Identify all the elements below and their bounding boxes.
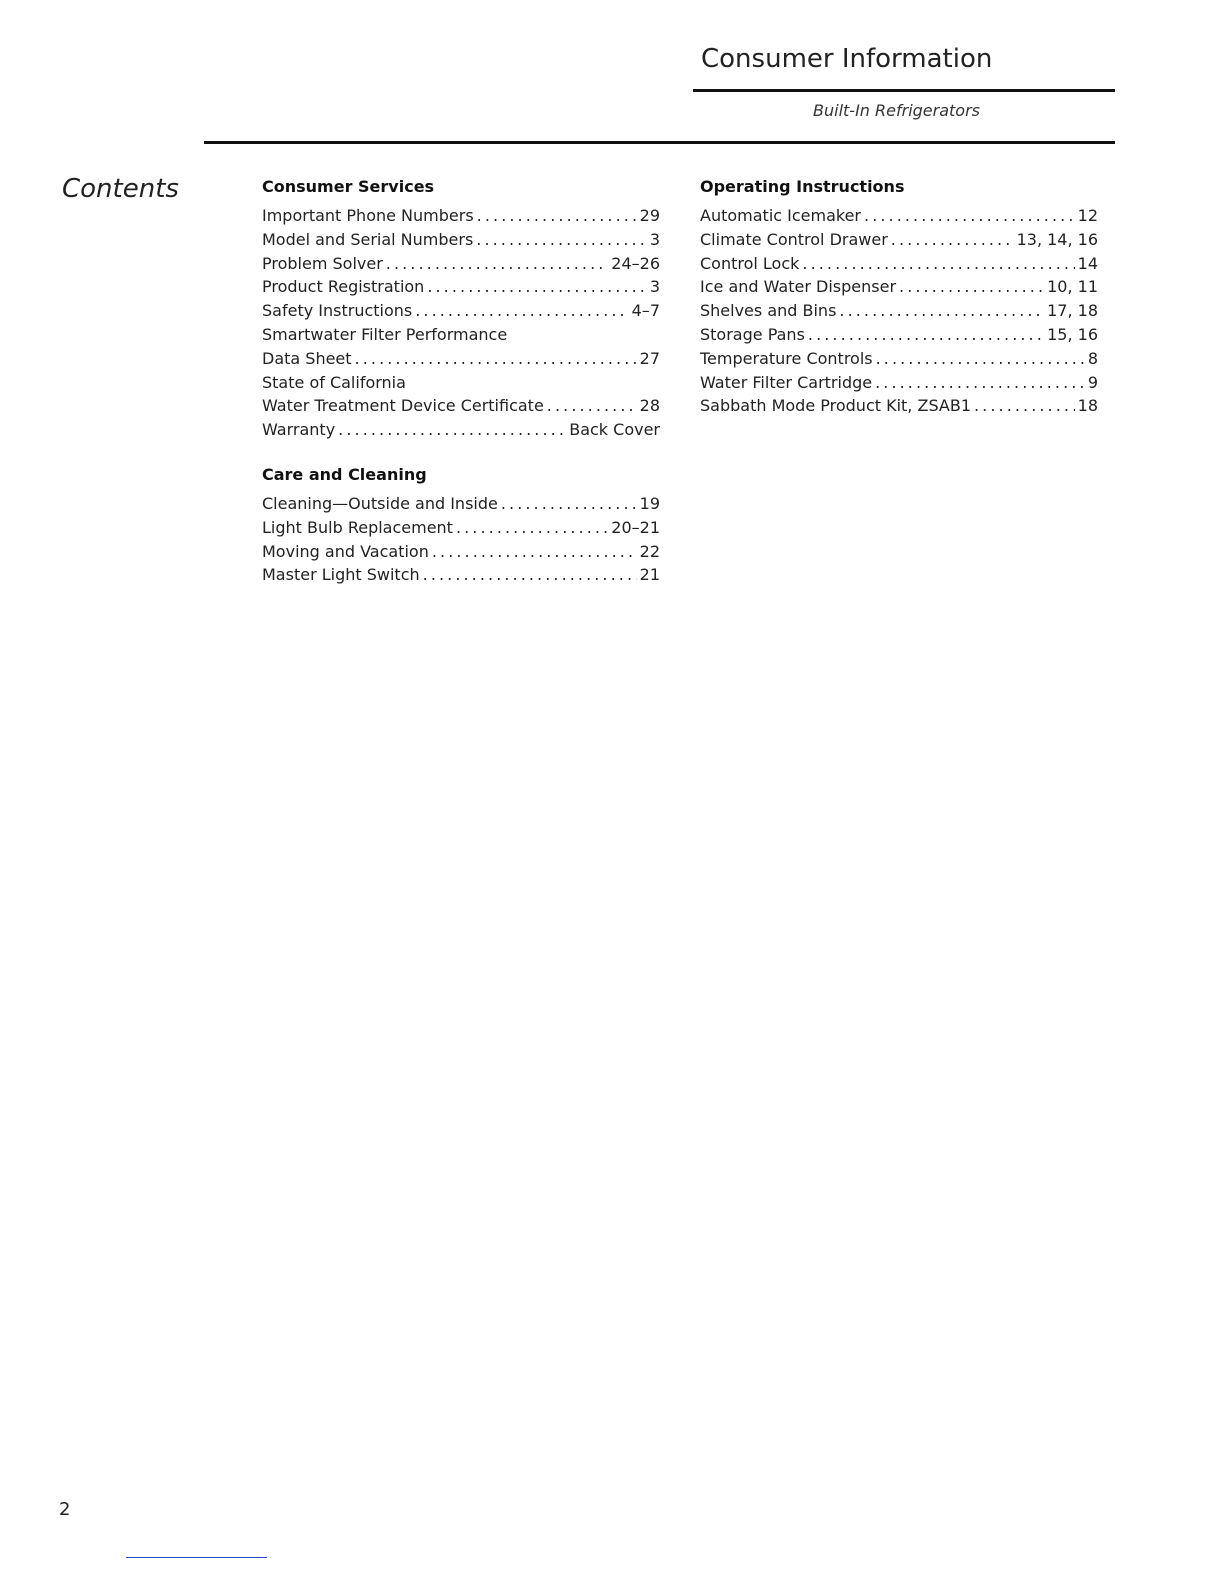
toc-entry-label: Storage Pans bbox=[700, 324, 805, 344]
toc-entry-page: 19 bbox=[639, 493, 660, 513]
header-divider bbox=[204, 141, 1115, 144]
toc-entry[interactable] bbox=[262, 540, 660, 564]
toc-entry[interactable] bbox=[262, 418, 660, 442]
toc-entry[interactable] bbox=[262, 347, 660, 371]
header-rule bbox=[693, 89, 1115, 92]
toc-entry[interactable] bbox=[700, 323, 1098, 347]
dot-leader bbox=[423, 563, 637, 587]
dot-leader bbox=[839, 299, 1044, 323]
toc-entry-label: Automatic Icemaker bbox=[700, 206, 862, 225]
page-number: 2 bbox=[59, 1499, 71, 1520]
toc-entry[interactable] bbox=[700, 371, 1098, 395]
toc-entry-page: 3 bbox=[649, 277, 660, 297]
toc-entry-label: Light Bulb Replacement bbox=[262, 517, 453, 537]
toc-entry-label: Important Phone Numbers bbox=[262, 206, 474, 225]
toc-entry[interactable] bbox=[262, 252, 660, 276]
toc-entry-page: 27 bbox=[639, 348, 660, 368]
toc-entry-page: 14 bbox=[1077, 253, 1098, 273]
toc-entry-label: Master Light Switch bbox=[262, 565, 420, 585]
toc-entry-page: 20–21 bbox=[611, 517, 660, 537]
dot-leader bbox=[476, 228, 647, 252]
toc-entry-label: Problem Solver bbox=[262, 253, 383, 273]
toc-entry-label: Ice and Water Dispenser bbox=[700, 277, 897, 297]
dot-leader bbox=[355, 347, 637, 371]
toc-section bbox=[700, 176, 1098, 418]
toc-entry-page: 9 bbox=[1087, 372, 1098, 392]
toc-entry[interactable] bbox=[700, 394, 1098, 418]
toc-entry-page: 13, 14, 16 bbox=[1016, 229, 1098, 249]
dot-leader bbox=[864, 204, 1075, 228]
toc-entry-label: Sabbath Mode Product Kit, ZSAB1 bbox=[700, 396, 971, 416]
toc-entry-label: Control Lock bbox=[700, 253, 800, 273]
dot-leader bbox=[338, 418, 566, 442]
dot-leader bbox=[427, 275, 646, 299]
dot-leader bbox=[501, 492, 637, 516]
dot-leader bbox=[547, 394, 637, 418]
dot-leader bbox=[876, 347, 1085, 371]
toc-entry-label: Water Treatment Device Certificate bbox=[262, 396, 544, 416]
toc-entry[interactable] bbox=[262, 492, 660, 516]
toc-entry[interactable] bbox=[700, 204, 1098, 228]
dot-leader bbox=[974, 394, 1075, 418]
toc-entry-label: Water Filter Cartridge bbox=[700, 372, 873, 392]
toc-section-heading: Care and Cleaning bbox=[262, 464, 427, 484]
toc-entry[interactable] bbox=[700, 252, 1098, 276]
toc-entry[interactable] bbox=[262, 516, 660, 540]
dot-leader bbox=[808, 323, 1044, 347]
toc-entry-page: 15, 16 bbox=[1047, 324, 1098, 344]
toc-entry-page: 17, 18 bbox=[1047, 301, 1098, 321]
dot-leader bbox=[415, 299, 628, 323]
toc-entry-label: Moving and Vacation bbox=[262, 541, 429, 561]
toc-section bbox=[262, 176, 660, 442]
toc-entry[interactable] bbox=[262, 563, 660, 587]
dot-leader bbox=[432, 540, 637, 564]
product-subtitle: Built-In Refrigerators bbox=[813, 101, 980, 120]
section-title: Consumer Information bbox=[701, 44, 993, 74]
toc-entry[interactable] bbox=[700, 347, 1098, 371]
toc-entry-label: Shelves and Bins bbox=[700, 301, 837, 321]
dot-leader bbox=[477, 204, 637, 228]
toc-section-heading: Consumer Services bbox=[262, 177, 435, 196]
dot-leader bbox=[386, 252, 609, 276]
toc-entry-page: 4–7 bbox=[631, 301, 660, 321]
toc-entry-label: Cleaning—Outside and Inside bbox=[262, 493, 498, 513]
toc-entry[interactable] bbox=[262, 394, 660, 418]
dot-leader bbox=[899, 275, 1044, 299]
toc-entry-label: Smartwater Filter Performance bbox=[262, 324, 508, 344]
toc-section-heading: Operating Instructions bbox=[700, 177, 905, 196]
toc-entry-page: 10, 11 bbox=[1047, 277, 1098, 297]
dot-leader bbox=[456, 516, 608, 540]
toc-entry-page: 21 bbox=[639, 565, 660, 585]
toc-entry-label: Warranty bbox=[262, 420, 336, 440]
toc-right-column bbox=[700, 176, 1098, 440]
toc-entry[interactable] bbox=[262, 299, 660, 323]
toc-entry-page: Back Cover bbox=[569, 420, 660, 440]
toc-entry-page: 3 bbox=[649, 229, 660, 249]
toc-entry-page: 29 bbox=[639, 206, 660, 225]
toc-entry[interactable] bbox=[262, 323, 660, 347]
toc-entry[interactable] bbox=[262, 371, 660, 395]
dot-leader bbox=[802, 252, 1074, 276]
toc-left-column bbox=[262, 176, 660, 609]
toc-entry-label: Product Registration bbox=[262, 277, 425, 297]
toc-entry[interactable] bbox=[262, 204, 660, 228]
dot-leader bbox=[875, 371, 1085, 395]
dot-leader bbox=[891, 228, 1014, 252]
toc-entry-page: 8 bbox=[1087, 348, 1098, 368]
toc-entry[interactable] bbox=[700, 299, 1098, 323]
toc-section bbox=[262, 464, 660, 587]
toc-entry-label: Data Sheet bbox=[262, 348, 352, 368]
toc-entry-label: Model and Serial Numbers bbox=[262, 229, 474, 249]
toc-entry[interactable] bbox=[700, 275, 1098, 299]
toc-entry-page: 22 bbox=[639, 541, 660, 561]
toc-entry[interactable] bbox=[262, 228, 660, 252]
contents-heading: Contents bbox=[62, 174, 179, 204]
toc-entry[interactable] bbox=[700, 228, 1098, 252]
toc-entry-page: 12 bbox=[1077, 206, 1098, 225]
toc-entry-label: Safety Instructions bbox=[262, 301, 413, 321]
toc-entry-page: 28 bbox=[639, 396, 660, 416]
toc-entry[interactable] bbox=[262, 275, 660, 299]
footer-link-underline[interactable] bbox=[126, 1557, 267, 1558]
toc-entry-label: Climate Control Drawer bbox=[700, 229, 888, 249]
toc-entry-page: 18 bbox=[1077, 396, 1098, 416]
toc-entry-page: 24–26 bbox=[611, 253, 660, 273]
toc-entry-label: Temperature Controls bbox=[700, 348, 873, 368]
toc-entry-label: State of California bbox=[262, 372, 406, 392]
